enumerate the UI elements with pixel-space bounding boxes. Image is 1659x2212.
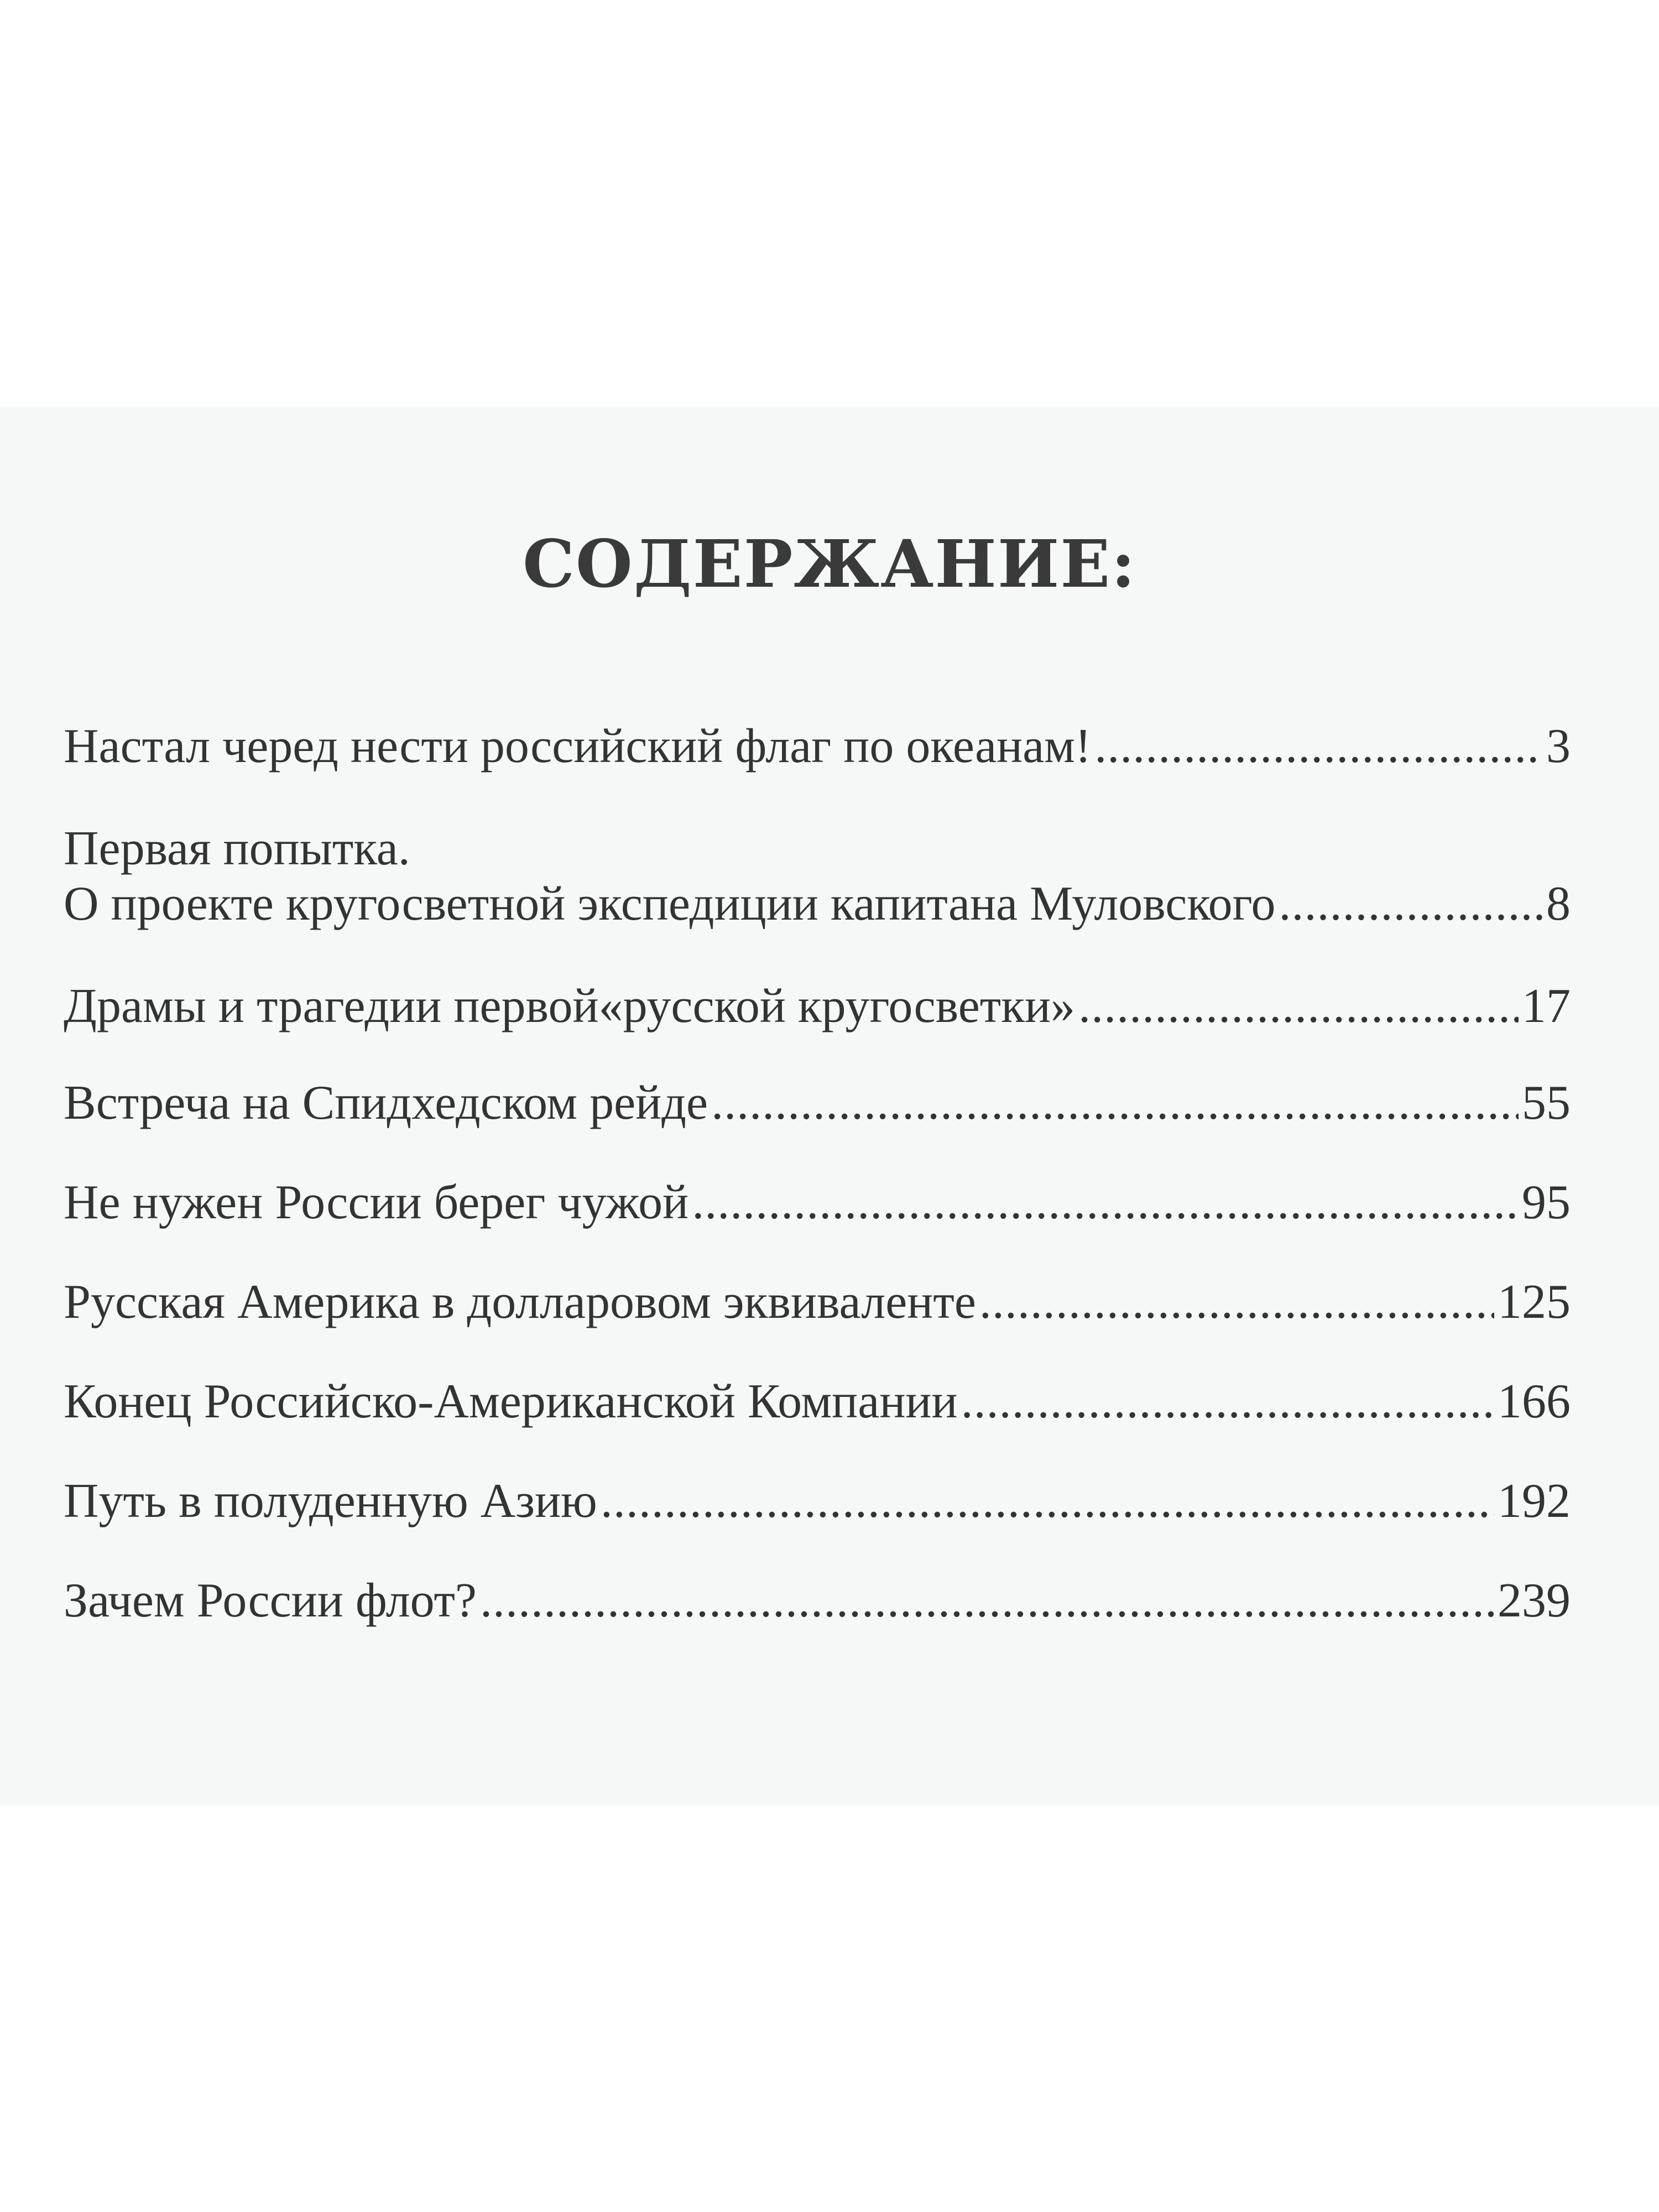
toc-page-number: 166	[1498, 1375, 1571, 1428]
dot-leader	[692, 1175, 1519, 1230]
page-title: СОДЕРЖАНИЕ:	[523, 525, 1136, 602]
toc-page-number: 192	[1498, 1474, 1571, 1528]
dot-leader	[601, 1474, 1494, 1529]
toc-entry	[64, 1076, 1571, 1131]
toc-page-number: 3	[1546, 719, 1571, 773]
book-page	[0, 406, 1659, 1806]
toc-entry	[64, 821, 1571, 932]
toc-entry	[64, 979, 1571, 1034]
toc-entry-title: Драмы и трагедии первой«русской кругосветки»	[64, 979, 1076, 1033]
toc-entry-title: Путь в полуденную Азию	[64, 1474, 597, 1528]
toc-entry-pretitle: Первая попытка.	[64, 822, 410, 875]
toc-entry-title: Настал черед нести российский флаг по океанам!	[64, 719, 1092, 773]
dot-leader	[1078, 979, 1519, 1034]
toc-page-number: 239	[1498, 1574, 1571, 1627]
toc-page-number: 17	[1522, 979, 1571, 1033]
toc-row	[64, 1573, 1571, 1629]
toc-page-number: 95	[1522, 1176, 1571, 1229]
toc-row	[64, 1175, 1571, 1230]
toc-row	[64, 1374, 1571, 1430]
toc-page-number: 125	[1498, 1275, 1571, 1329]
toc-entry	[64, 1374, 1571, 1430]
toc-row	[64, 979, 1571, 1034]
toc-row	[64, 877, 1571, 932]
dot-leader	[1094, 719, 1543, 774]
toc-page-number: 8	[1546, 877, 1571, 931]
toc-entry	[64, 1474, 1571, 1529]
toc-page-number: 55	[1522, 1076, 1571, 1130]
toc-entry-title: Зачем России флот?	[64, 1574, 477, 1627]
toc-entry-title: Не нужен России берег чужой	[64, 1176, 689, 1229]
dot-leader	[480, 1573, 1494, 1629]
toc-row	[64, 719, 1571, 774]
dot-leader	[979, 1275, 1494, 1330]
toc-entry	[64, 1175, 1571, 1230]
toc-entry-title: Русская Америка в долларовом эквиваленте	[64, 1275, 976, 1329]
dot-leader	[1279, 877, 1543, 932]
dot-leader	[961, 1374, 1494, 1430]
toc-row	[64, 1076, 1571, 1131]
toc-row	[64, 1474, 1571, 1529]
toc-entry-title: О проекте кругосветной экспедиции капитана Муловского	[64, 877, 1276, 931]
toc-entry-title: Конец Российско-Американской Компании	[64, 1375, 958, 1428]
toc-entry	[64, 719, 1571, 774]
toc-row	[64, 1275, 1571, 1330]
toc-entry	[64, 1275, 1571, 1330]
toc-entry-title: Встреча на Спидхедском рейде	[64, 1076, 708, 1130]
toc-entry	[64, 1573, 1571, 1629]
dot-leader	[711, 1076, 1519, 1131]
